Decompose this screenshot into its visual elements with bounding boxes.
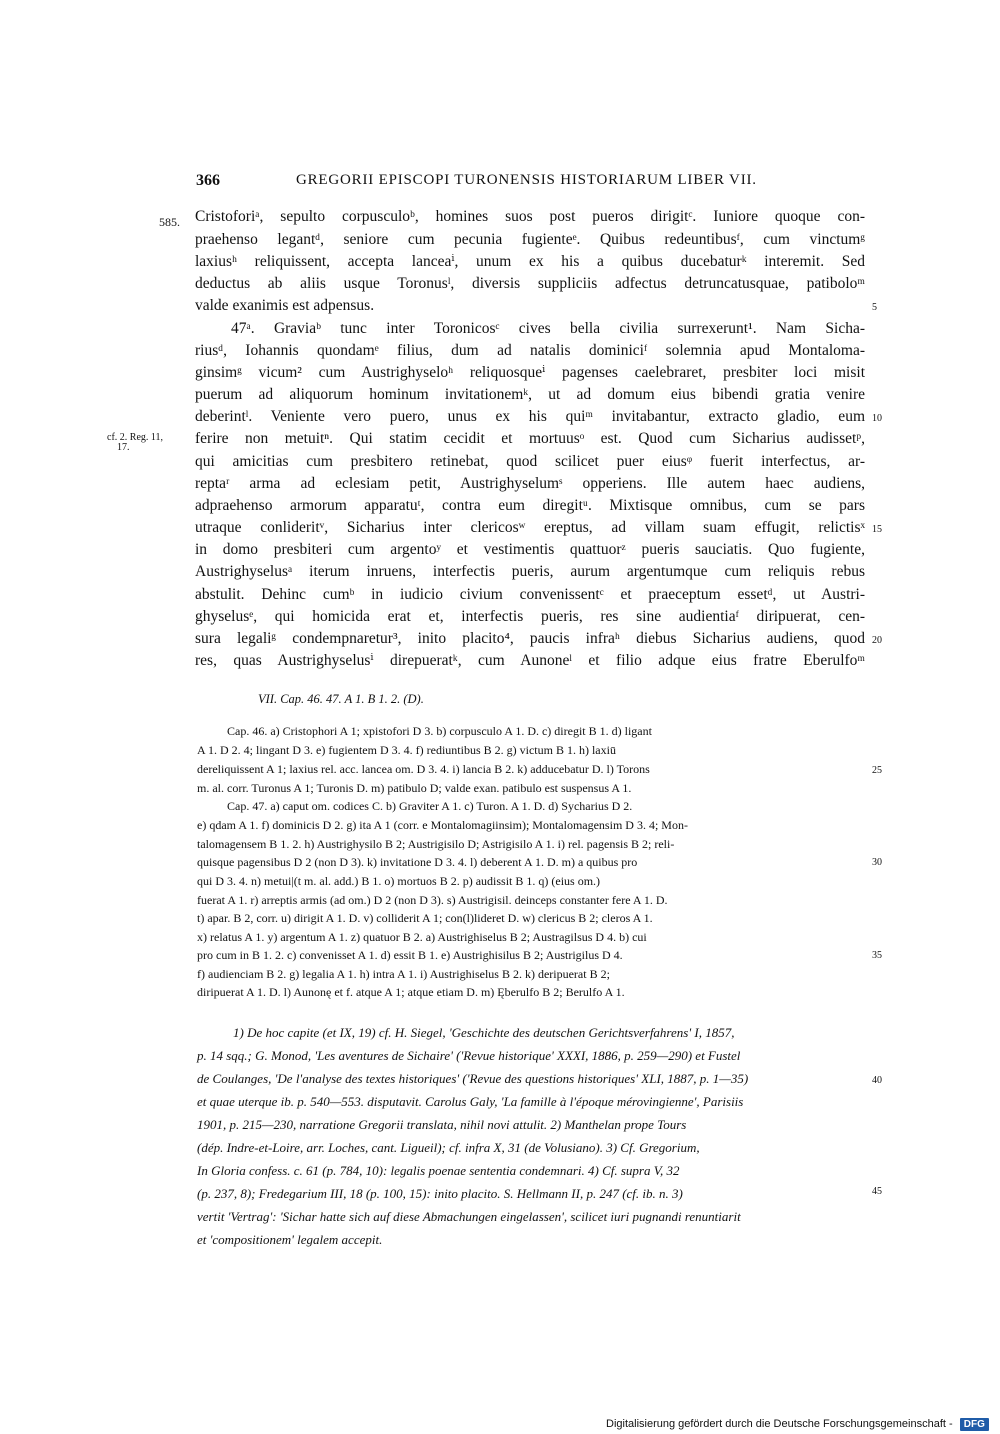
text-line: sura legaliᵍ condempnaretur³, inito placito⁴, paucis infraʰ diebus Sicharius audiens, quod	[195, 630, 865, 647]
footer-text: Digitalisierung gefördert durch die Deutsche Forschungsgemeinschaft -	[606, 1418, 953, 1430]
dfg-logo: DFG	[960, 1418, 989, 1431]
line-number: 15	[872, 524, 882, 535]
footnote-line: (dép. Indre-et-Loire, arr. Loches, cant. Ligueil); cf. infra X, 31 (de Volusiano). 3) Cf. Gregorium,	[197, 1140, 700, 1155]
text-line: praehenso legantᵈ, seniore cum pecunia fugienteᵉ. Quibus redeuntibusᶠ, cum vinctumᵍ	[195, 231, 865, 248]
footnote-line: (p. 237, 8); Fredegarium III, 18 (p. 100, 15): inito placito. S. Hellmann II, p. 247 (cf. ib. n. 3)	[197, 1186, 683, 1201]
text-line: Cristoforiᵃ, sepulto corpusculoᵇ, homines suos post pueros dirigitᶜ. Iuniore quoque con-	[195, 208, 865, 225]
apparatus-line: quisque pagensibus D 2 (non D 3). k) invitatione D 3. 4. l) deberent A 1. D. m) a quibus pro	[197, 855, 638, 869]
apparatus-line: talomagensem B 1. 2. h) Austrighysilo B 2; Austrigisilo D; Astrigisilo A 1. i) rel. pagensis B 2; reli-	[197, 837, 675, 851]
footnote-line: et quae uterque ib. p. 540—553. disputavit. Carolus Galy, 'La famille à l'époque mérovingienne', Parisiis	[197, 1094, 744, 1109]
running-title: GREGORII EPISCOPI TURONENSIS HISTORIARUM LIBER VII.	[296, 172, 757, 188]
text-line: res, quas Austrighyselusⁱ direpueratᵏ, cum Aunoneˡ et filio adque eius fratre Eberulfoᵐ	[195, 652, 865, 669]
digitization-footer	[606, 1418, 989, 1431]
footnote-line: 1901, p. 215—230, narratione Gregorii translata, nihil novi attulit. 2) Manthelan prope Tours	[197, 1117, 687, 1132]
footnote-line: In Gloria confess. c. 61 (p. 784, 10): legalis poenae sententia condemnari. 4) Cf. supra V, 32	[197, 1163, 680, 1178]
text-line: Austrighyselusᵃ iterum inruens, interfectis pueris, aurum argentumque cum reliquis rebus	[195, 563, 865, 580]
apparatus-line: t) apar. B 2, corr. u) dirigit A 1. D. v) colliderit A 1; con(l)lideret D. w) clericus B 2; cleros A 1.	[197, 911, 653, 925]
line-number: 30	[872, 857, 882, 868]
apparatus-line: f) audienciam B 2. g) legalia A 1. h) intra A 1. i) Austrighiselus B 2. k) deripuerat B 2;	[197, 967, 610, 981]
apparatus-line: qui D 3. 4. n) metui|(t m. al. add.) B 1. o) mortuos B 2. p) audissit B 1. q) (eius om.)	[197, 874, 601, 888]
line-number: 20	[872, 635, 882, 646]
text-line: ferire non metuitⁿ. Qui statim cecidit et mortuusᵒ est. Quod cum Sicharius audissetᵖ,	[195, 430, 865, 447]
line-number: 25	[872, 765, 882, 776]
apparatus-line: Cap. 47. a) caput om. codices C. b) Graviter A 1. c) Turon. A 1. D. d) Sycharius D 2.	[227, 799, 633, 813]
line-number: 5	[872, 302, 877, 313]
apparatus-line: m. al. corr. Turonus A 1; Turonis D. m) patibulo D; valde exan. patibulo est suspensus A 1.	[197, 781, 632, 795]
margin-reference-cont: 17.	[117, 442, 130, 453]
apparatus-line: pro cum in B 1. 2. c) convenisset A 1. d) essit B 1. e) Austrighisilus B 2; Austrigilus D 4.	[197, 948, 623, 962]
text-line: deductus ab aliis usque Toronusˡ, diversis suppliciis adfectus detruncatusquae, patiboloᵐ	[195, 275, 865, 292]
apparatus-line: A 1. D 2. 4; lingant D 3. e) fugientem D 3. 4. f) rediuntibus B 2. g) victum B 1. h) laxiū	[197, 743, 616, 757]
page-number: 366	[196, 172, 220, 189]
apparatus-line: fuerat A 1. r) arreptis armis (ad om.) D 2 (non D 3). s) Austrigisil. deinceps constanter fere A 1. D.	[197, 893, 668, 907]
apparatus-line: Cap. 46. a) Cristophori A 1; xpistofori D 3. b) corpusculo A 1. D. c) diregit B 1. d) ligant	[227, 724, 652, 738]
apparatus-heading: VII. Cap. 46. 47. A 1. B 1. 2. (D).	[258, 692, 424, 706]
footnote-line: 1) De hoc capite (et IX, 19) cf. H. Siegel, 'Geschichte des deutschen Gerichtsverfahrens' I, 1857,	[233, 1025, 735, 1040]
text-line: deberintˡ. Veniente vero puero, unus ex his quiᵐ invitabantur, extracto gladio, eum	[195, 408, 865, 425]
text-line: 47ᵃ. Graviaᵇ tunc inter Toronicosᶜ cives bella civilia surrexerunt¹. Nam Sicha-	[231, 320, 865, 337]
line-number: 10	[872, 413, 882, 424]
page-header	[196, 172, 866, 194]
text-line: abstulit. Dehinc cumᵇ in iudicio civium convenissentᶜ et praeceptum essetᵈ, ut Austri-	[195, 586, 865, 603]
text-line: utraque conlideritᵛ, Sicharius inter clericosʷ ereptus, ad villam suam effugit, relictisˣ	[195, 519, 865, 536]
apparatus-line: x) relatus A 1. y) argentum A 1. z) quatuor B 2. a) Austrighiselus B 2; Austragilsus D 4. b) cui	[197, 930, 647, 944]
apparatus-line: e) qdam A 1. f) dominicis D 2. g) ita A 1 (corr. e Montalomagiinsim); Montalomagensim D 3. 4; Mon-	[197, 818, 688, 832]
footnote-line: de Coulanges, 'De l'analyse des textes historiques' ('Revue des questions historiques' XLI, 1887, p. 1—35)	[197, 1071, 749, 1086]
line-number: 45	[872, 1186, 882, 1197]
margin-reference: cf. 2. Reg. 11,	[107, 432, 164, 443]
text-line: valde exanimis est adpensus.	[195, 297, 375, 314]
line-number: 40	[872, 1075, 882, 1086]
text-line: adpraehenso armorum apparatuᵗ, contra eum diregitᵘ. Mixtisque omnibus, cum se pars	[195, 497, 865, 514]
footnote-line: p. 14 sqq.; G. Monod, 'Les aventures de Sichaire' ('Revue historique' XXXI, 1886, p. 259—290) et Fustel	[197, 1048, 741, 1063]
text-line: riusᵈ, Iohannis quondamᵉ filius, dum ad natalis dominiciᶠ solemnia apud Montaloma-	[195, 342, 865, 359]
text-line: in domo presbiteri cum argentoʸ et vestimentis quattuorᶻ pueris sauciatis. Quo fugiente,	[195, 541, 865, 558]
text-line: laxiusʰ reliquissent, accepta lanceaⁱ, unum ex his a quibus ducebaturᵏ interemit. Sed	[195, 253, 865, 270]
text-line: puerum ad aliquorum hominum invitationemᵏ, ut ad domum eius bibendi gratia venire	[195, 386, 865, 403]
apparatus-line: diripuerat A 1. D. l) Aunonę et f. atque A 1; atque etiam D. m) Ęberulfo B 2; Berulfo A 1.	[197, 985, 625, 999]
text-line: ginsimᵍ vicum² cum Austrighyseloʰ reliquosqueⁱ pagenses caelebraret, presbiter loci misit	[195, 364, 865, 381]
apparatus-line: dereliquissent A 1; laxius rel. acc. lancea om. D 3. 4. i) lancia B 2. k) adducebatur D. l) Torons	[197, 762, 650, 776]
year-marker: 585.	[159, 215, 180, 229]
footnote-line: vertit 'Vertrag': 'Sichar hatte sich auf diese Abmachungen eingelassen', scilicet iuri pugnandi renuntiarit	[197, 1209, 741, 1224]
footnote-line: et 'compositionem' legalem accepit.	[197, 1232, 383, 1247]
text-line: qui amicitias cum presbitero retinebat, quod scilicet puer eiusᵠ fuerit interfectus, ar-	[195, 453, 865, 470]
text-line: reptaʳ arma ad eclesiam petit, Austrighyselumˢ opperiens. Ille autem haec audiens,	[195, 475, 865, 492]
text-line: ghyselusᵉ, qui homicida erat et, interfectis pueris, res sine audientiaᶠ diripuerat, cen-	[195, 608, 865, 625]
line-number: 35	[872, 950, 882, 961]
